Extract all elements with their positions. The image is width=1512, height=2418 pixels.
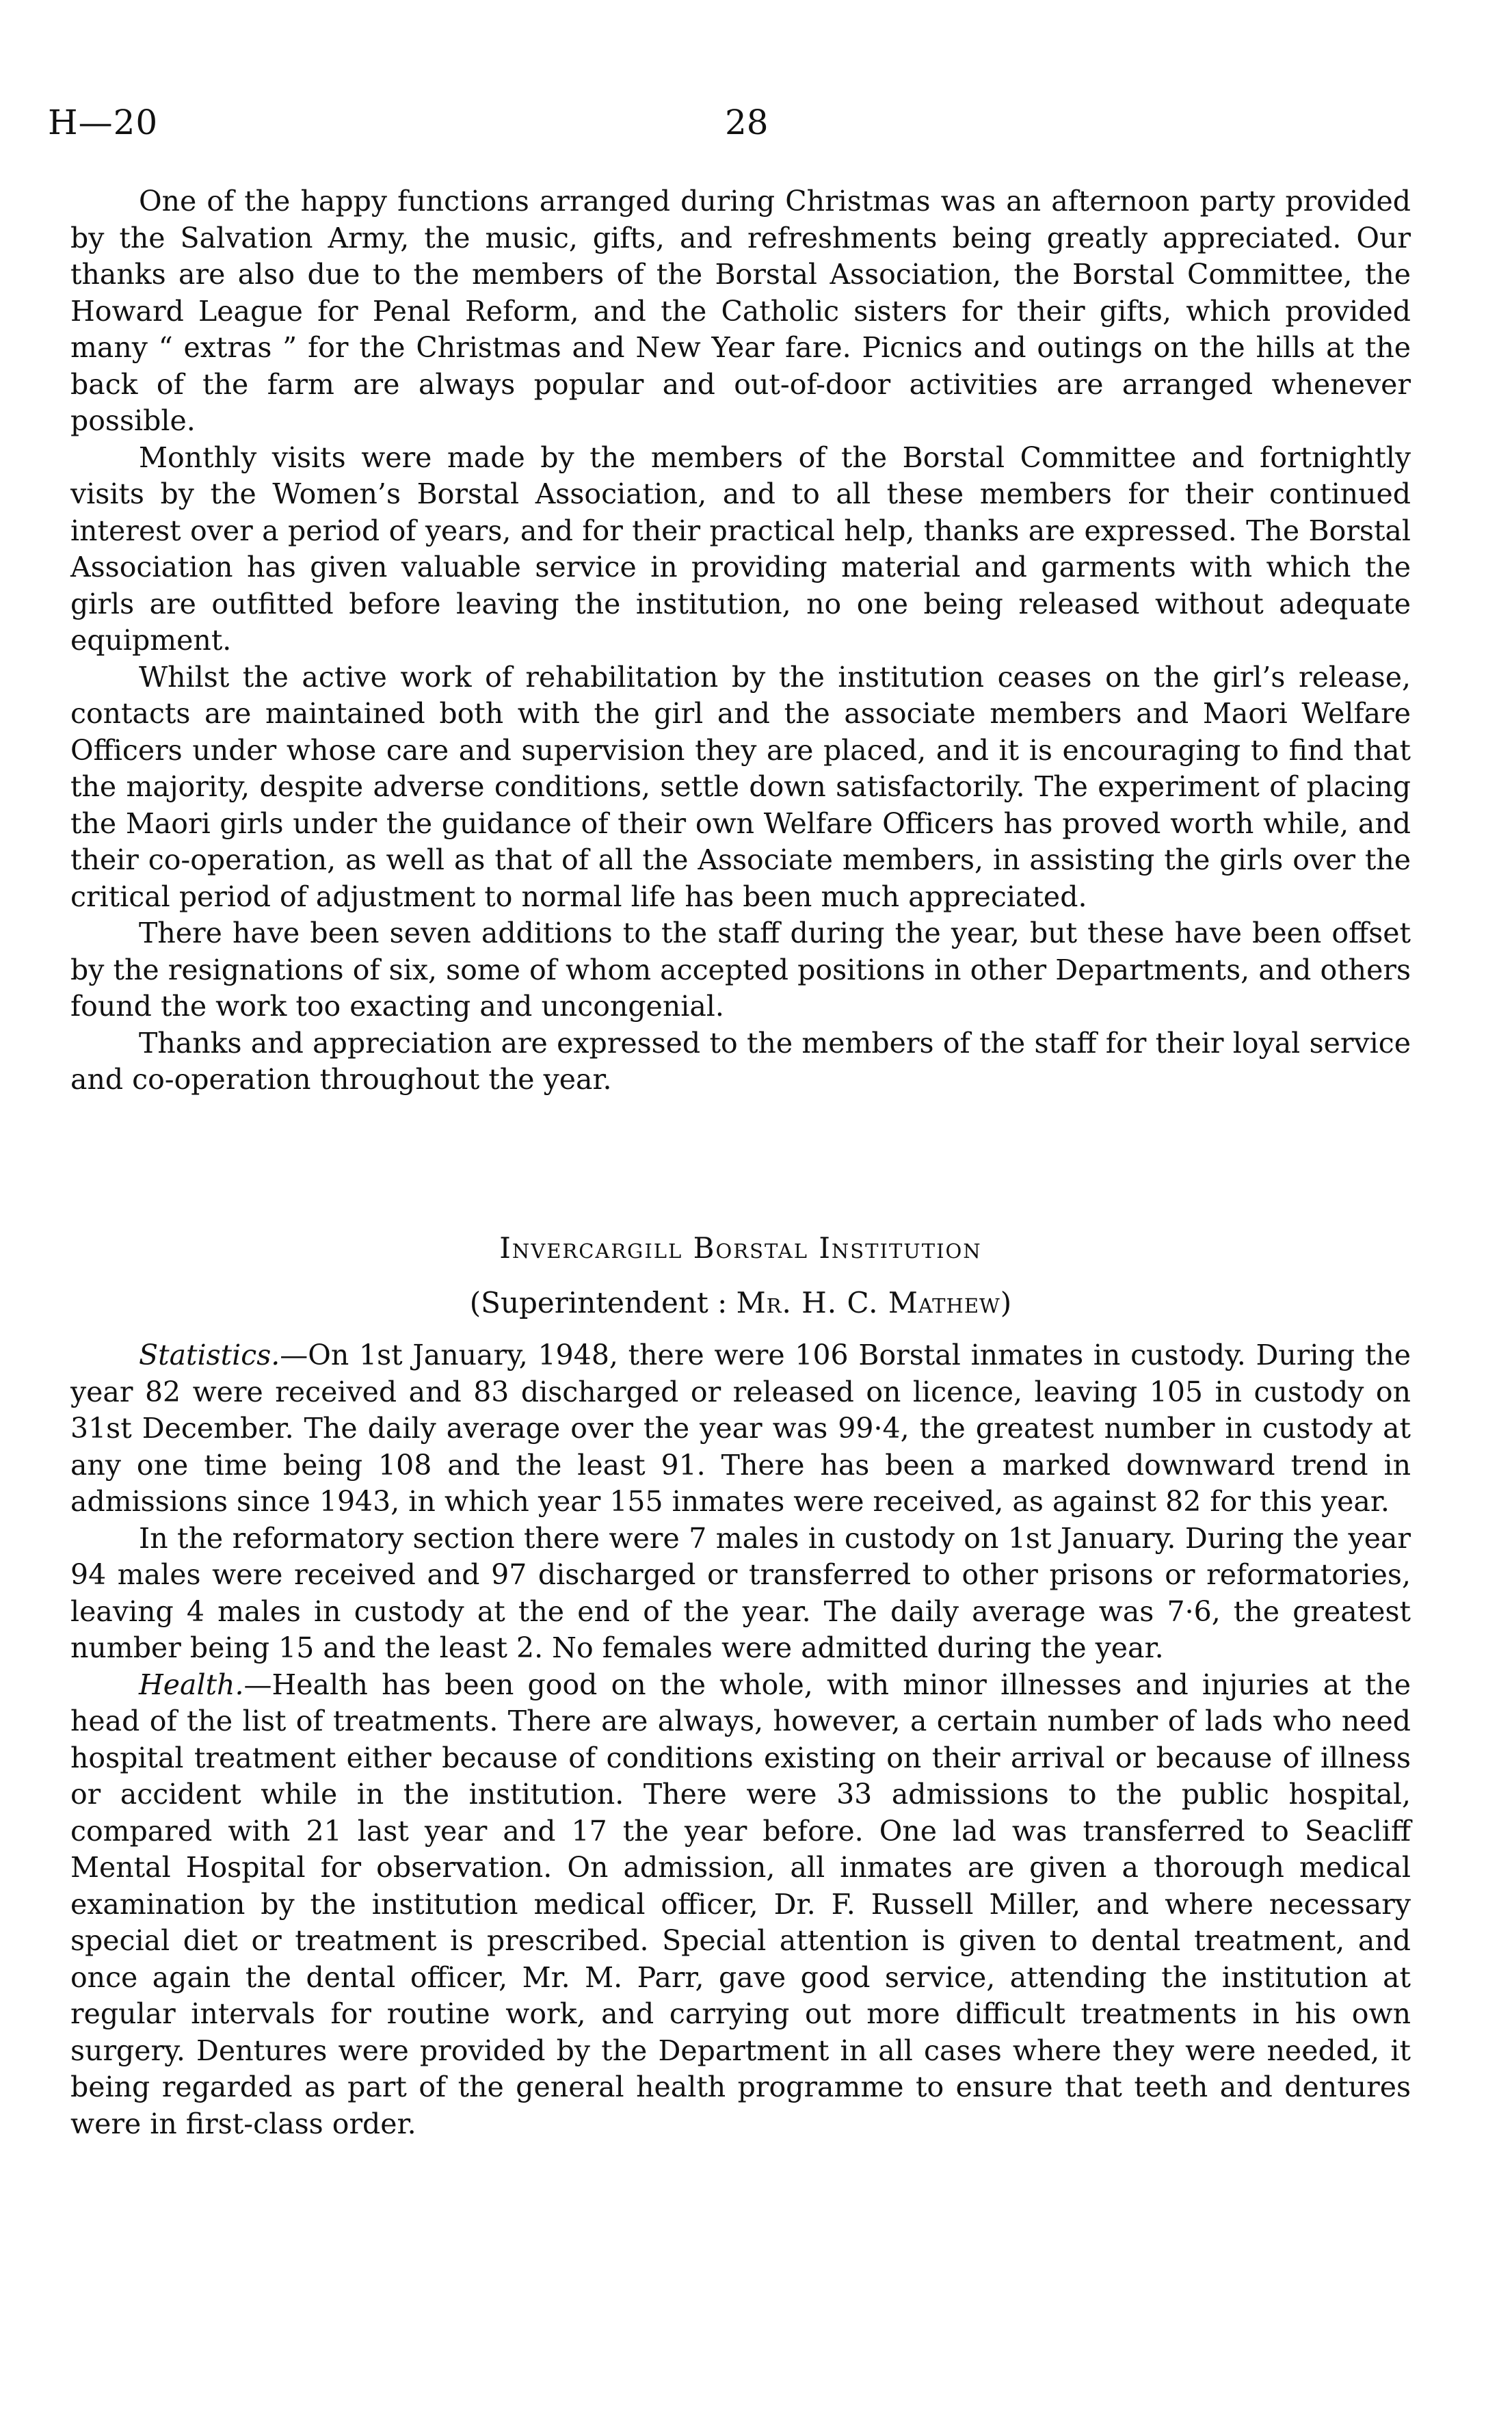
paragraph bbox=[70, 1667, 1411, 2143]
superintendent-prefix: (Superintendent : bbox=[469, 1286, 737, 1319]
run-in-heading: Health. bbox=[139, 1668, 244, 1701]
intro-text-block bbox=[70, 183, 1411, 1099]
section-text-block bbox=[70, 1337, 1411, 2142]
paragraph bbox=[70, 1337, 1411, 1521]
paragraph: Whilst the active work of rehabilitation by the institution ceases on the girl’s release, contacts are maintained both with the girl and the associate members and Maori Welfare Officers under whose care and supervision they are placed, and it is encouraging to find that the majority, despite adverse conditions, settle down satisfactorily. The experiment of placing the Maori girls under the guidance of their own Welfare Officers has proved worth while, and their co-operation, as well as that of all the Associate members, in assisting the girls over the critical period of adjustment to normal life has been much appreciated. bbox=[70, 660, 1411, 913]
paragraph-text: In the reformatory section there were 7 males in custody on 1st January. During the year 94 males were received and 97 discharged or transferred to other prisons or reformatories, leaving 4 males in custody at the end of the year. The daily average was 7·6, the greatest number being 15 and the least 2. No females were admitted during the year. bbox=[70, 1521, 1411, 1664]
paragraph-text: —On 1st January, 1948, there were 106 Borstal inmates in custody. During the year 82 were received and 83 discharged or released on licence, leaving 105 in custody on 31st December. The daily average over the year was 99·4, the greatest number in custody at any one time being 108 and the least 91. There has been a marked downward trend in admissions since 1943, in which year 155 inmates were received, as against 82 for this year. bbox=[70, 1339, 1411, 1518]
paragraph: One of the happy functions arranged during Christmas was an afternoon party provided by the Salvation Army, the music, gifts, and refreshments being greatly appreciated. Our thanks are also due to the members of the Borstal Association, the Borstal Committee, the Howard League for Penal Reform, and the Catholic sisters for their gifts, which provided many “ extras ” for the Christmas and New Year fare. Picnics and outings on the hills at the back of the farm are always popular and out-of-door activities are arranged whenever possible. bbox=[70, 185, 1411, 437]
paragraph: There have been seven additions to the staff during the year, but these have been offset by the resignations of six, some of whom accepted positions in other Departments, and others found the work too exacting and uncongenial. bbox=[70, 917, 1411, 1023]
superintendent-line bbox=[70, 1286, 1411, 1319]
paragraph: Thanks and appreciation are expressed to the members of the staff for their loyal service and co-operation throughout the year. bbox=[70, 1026, 1411, 1096]
run-in-heading: Statistics. bbox=[139, 1339, 280, 1371]
paragraph bbox=[70, 1521, 1411, 1667]
document-code: H—20 bbox=[48, 103, 159, 142]
paragraph-text: —Health has been good on the whole, with minor illnesses and injuries at the head of the list of treatments. There are always, however, a certain number of lads who need hospital treatment either because of conditions existing on their arrival or because of illness or accident while in the institution. There were 33 admissions to the public hospital, compared with 21 last year and 17 the year before. One lad was transferred to Seacliff Mental Hospital for observation. On admission, all inmates are given a thorough medical examination by the institution medical officer, Dr. F. Russell Miller, and where necessary special diet or treatment is prescribed. Special attention is given to dental treatment, and once again the dental officer, Mr. M. Parr, gave good service, attending the institution at regular intervals for routine work, and carrying out more difficult treatments in his own surgery. Dentures were provided by the Department in all cases where they were needed, it being regarded as part of the general health programme to ensure that teeth and dentures were in first-class order. bbox=[70, 1668, 1411, 2140]
superintendent-name: Mr. H. C. Mathew bbox=[736, 1286, 1000, 1319]
paragraph: Monthly visits were made by the members of the Borstal Committee and fortnightly visits by the Women’s Borstal Association, and to all these members for their continued interest over a period of years, and for their practical help, thanks are expressed. The Borstal Association has given valuable service in providing material and garments with which the girls are outfitted before leaving the institution, no one being released without adequate equipment. bbox=[70, 441, 1411, 657]
page-number: 28 bbox=[725, 103, 769, 142]
superintendent-suffix: ) bbox=[1000, 1286, 1012, 1319]
section-heading: Invercargill Borstal Institution bbox=[499, 1231, 982, 1265]
page-header bbox=[48, 103, 1416, 157]
